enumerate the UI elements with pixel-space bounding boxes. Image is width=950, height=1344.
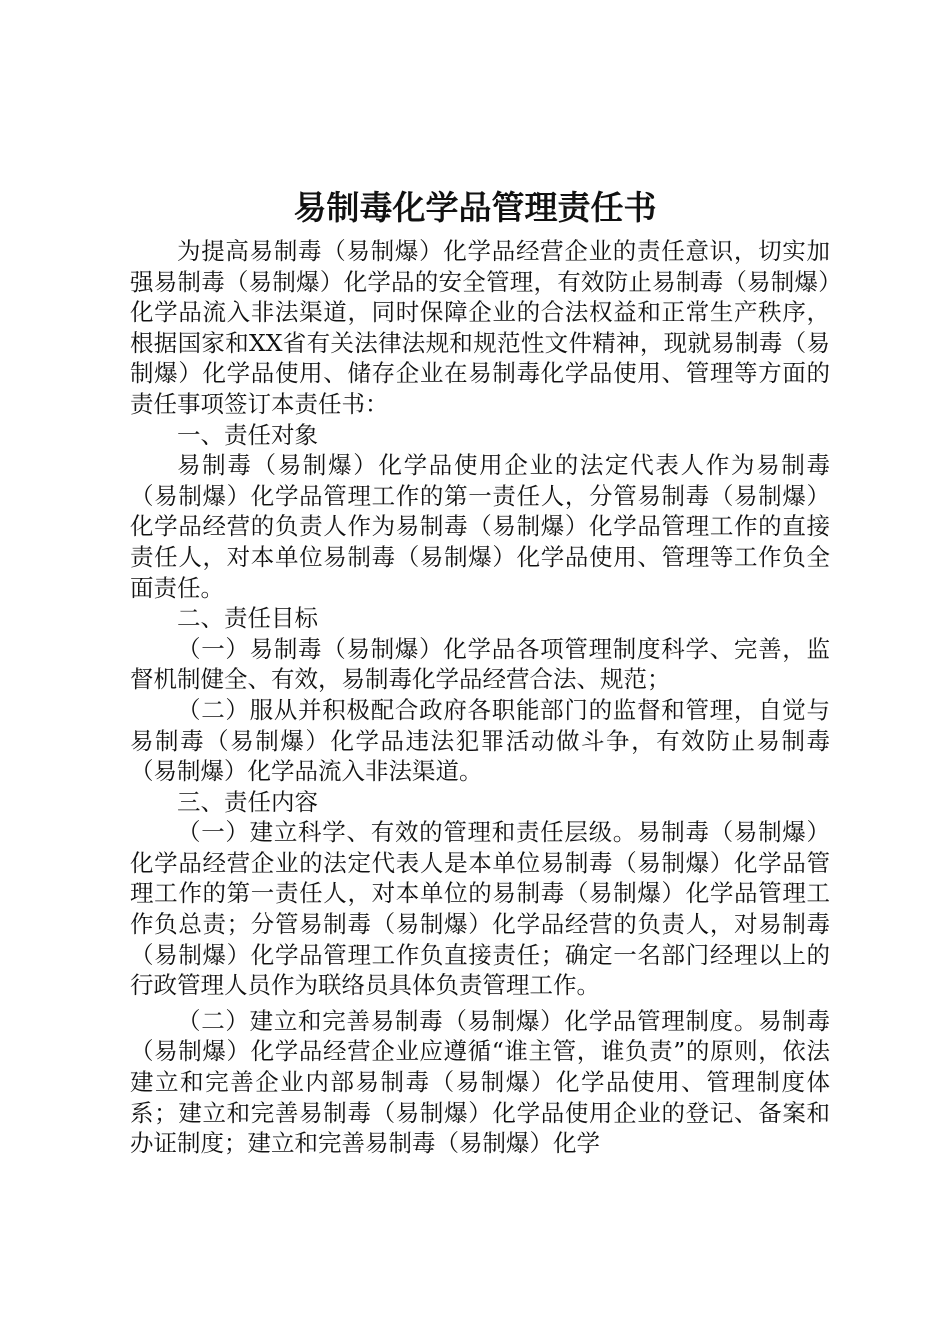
document-title: 易制毒化学品管理责任书 — [293, 188, 657, 227]
paragraph-responsibility-object: 易制毒（易制爆）化学品使用企业的法定代表人作为易制毒（易制爆）化学品管理工作的第一责任人，分管易制毒（易制爆）化学品经营的负责人作为易制毒（易制爆）化学品管理工作的直接责任人，对本单位易制毒（易制爆）化学品使用、管理等工作负全面责任。 — [130, 451, 830, 602]
section-heading-1: 一、责任对象 — [177, 420, 318, 449]
paragraph-content-1: （一）建立科学、有效的管理和责任层级。易制毒（易制爆）化学品经营企业的法定代表人是本单位易制毒（易制爆）化学品管理工作的第一责任人，对本单位的易制毒（易制爆）化学品管理工作负总责；分管易制毒（易制爆）化学品经营的负责人，对易制毒（易制爆）化学品管理工作负直接责任；确定一名部门经理以上的行政管理人员作为联络员具体负责管理工作。 — [130, 818, 830, 1000]
section-heading-2: 二、责任目标 — [177, 604, 318, 633]
section-heading-3: 三、责任内容 — [177, 787, 318, 816]
document-body — [130, 236, 830, 1159]
paragraph-content-2: （二）建立和完善易制毒（易制爆）化学品管理制度。易制毒（易制爆）化学品经营企业应遵循“谁主管，谁负责”的原则，依法建立和完善企业内部易制毒（易制爆）化学品使用、管理制度体系；建立和完善易制毒（易制爆）化学品使用企业的登记、备案和办证制度；建立和完善易制毒（易制爆）化学 — [130, 1006, 830, 1158]
paragraph-goal-1: （一）易制毒（易制爆）化学品各项管理制度科学、完善，监督机制健全、有效，易制毒化学品经营合法、规范； — [130, 634, 830, 694]
paragraph-intro: 为提高易制毒（易制爆）化学品经营企业的责任意识，切实加强易制毒（易制爆）化学品的安全管理，有效防止易制毒（易制爆）化学品流入非法渠道，同时保障企业的合法权益和正常生产秩序，根据国家和XX省有关法律法规和规范性文件精神，现就易制毒（易制爆）化学品使用、储存企业在易制毒化学品使用、管理等方面的责任事项签订本责任书： — [130, 237, 830, 418]
paragraph-goal-2: （二）服从并积极配合政府各职能部门的监督和管理，自觉与易制毒（易制爆）化学品违法犯罪活动做斗争，有效防止易制毒（易制爆）化学品流入非法渠道。 — [130, 695, 830, 786]
